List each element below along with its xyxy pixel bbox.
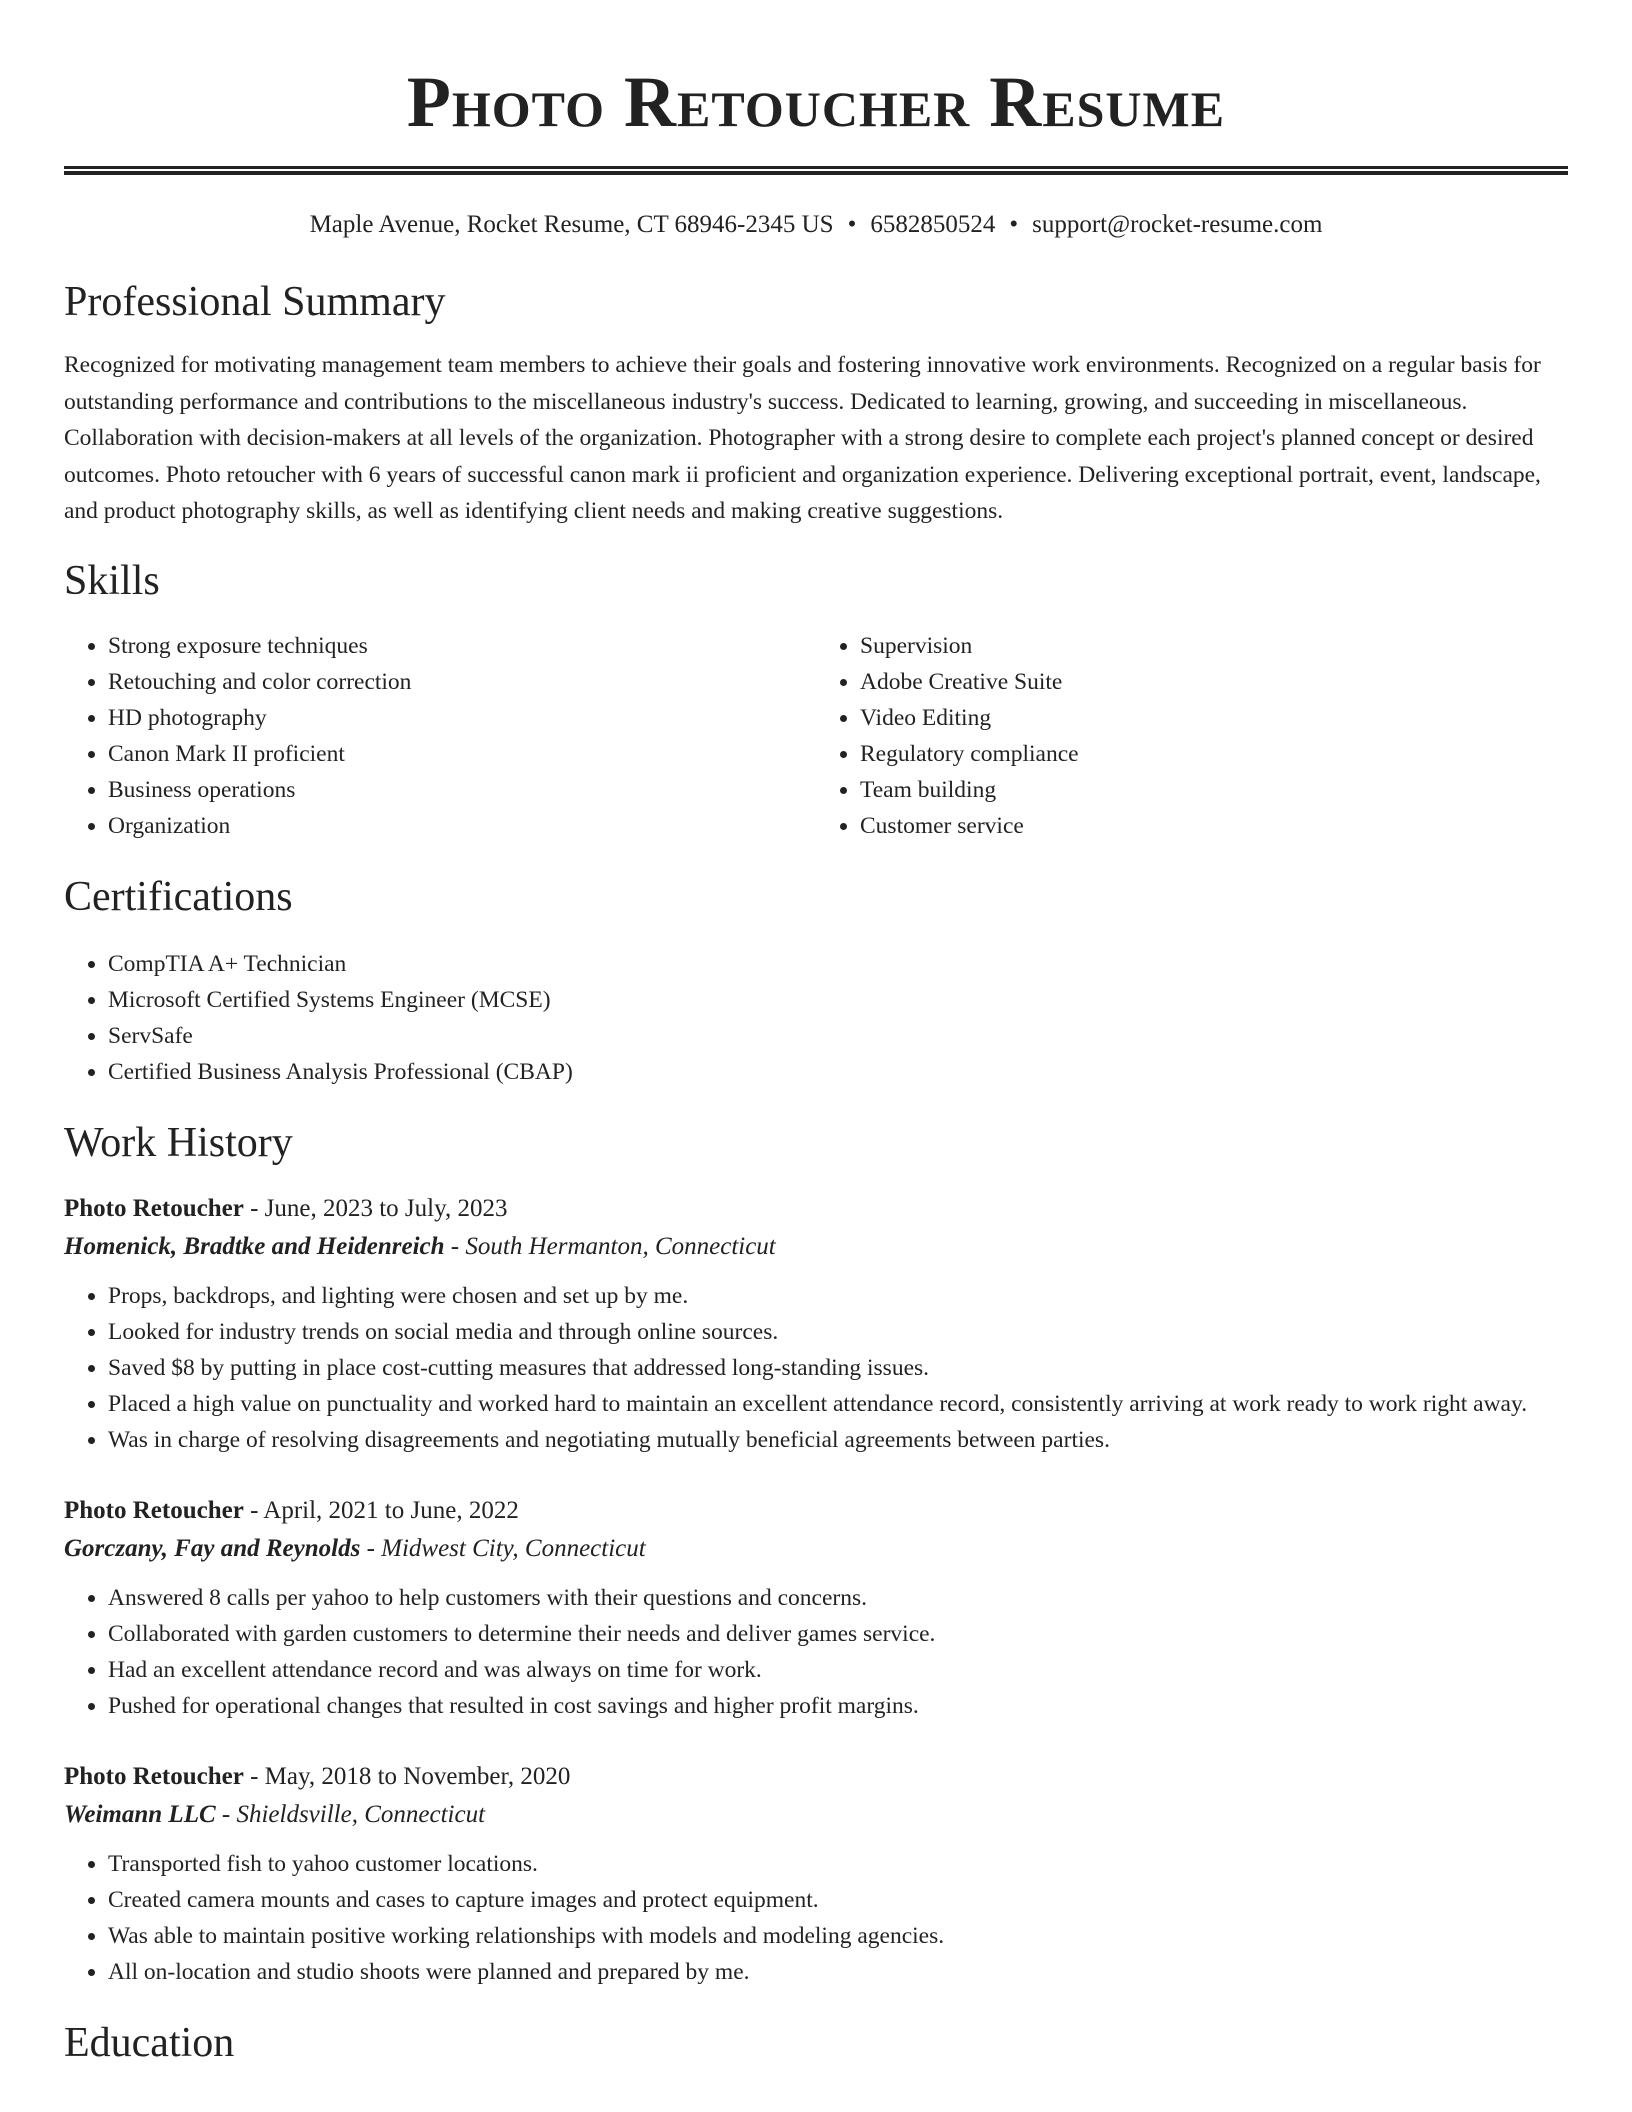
contact-email: support@rocket-resume.com xyxy=(1032,211,1323,238)
job-bullet: • Answered 8 calls per yahoo to help customers with their questions and concerns. xyxy=(108,1580,1568,1616)
skill-item: • Business operations xyxy=(108,772,816,808)
skills-heading: Skills xyxy=(64,557,160,604)
job-entry xyxy=(64,1758,1568,1990)
certifications-list xyxy=(64,946,1568,1090)
job-bullet: • Collaborated with garden customers to determine their needs and deliver games service. xyxy=(108,1616,1568,1652)
skill-item: • Adobe Creative Suite xyxy=(860,664,1568,700)
company-location: - Shieldsville, Connecticut xyxy=(215,1800,486,1828)
summary-section xyxy=(64,277,1568,530)
company-name: Homenick, Bradtke and Heidenreich xyxy=(64,1232,445,1260)
job-dates: - April, 2021 to June, 2022 xyxy=(243,1496,519,1524)
job-title-line xyxy=(64,1492,1568,1530)
job-bullet: • Pushed for operational changes that resulted in cost savings and higher profit margins. xyxy=(108,1688,1568,1724)
skills-columns xyxy=(64,628,1568,844)
skill-item: • Regulatory compliance xyxy=(860,736,1568,772)
resume-title: Photo Retoucher Resume xyxy=(406,62,1226,142)
education-section xyxy=(64,2018,1568,2068)
contact-address: Maple Avenue, Rocket Resume, CT 68946-2345 US xyxy=(309,211,834,238)
job-bullet: • Was in charge of resolving disagreements and negotiating mutually beneficial agreements between parties. xyxy=(108,1422,1568,1458)
job-entry xyxy=(64,1492,1568,1724)
contact-line xyxy=(64,209,1568,241)
job-bullets xyxy=(64,1846,1568,1990)
certifications-heading: Certifications xyxy=(64,873,293,920)
job-bullet: • Created camera mounts and cases to capture images and protect equipment. xyxy=(108,1882,1568,1918)
job-bullet: • Looked for industry trends on social media and through online sources. xyxy=(108,1314,1568,1350)
work-history-section xyxy=(64,1118,1568,1990)
contact-separator: • xyxy=(847,211,857,238)
certification-item: • CompTIA A+ Technician xyxy=(108,946,1568,982)
company-location: - South Hermanton, Connecticut xyxy=(444,1232,776,1260)
work-history-heading: Work History xyxy=(64,1119,293,1166)
job-bullet: • Transported fish to yahoo customer locations. xyxy=(108,1846,1568,1882)
company-name: Weimann LLC xyxy=(64,1800,216,1828)
job-title: Photo Retoucher xyxy=(64,1762,244,1790)
title-divider xyxy=(64,166,1568,175)
skill-item: • Supervision xyxy=(860,628,1568,664)
skill-item: • Video Editing xyxy=(860,700,1568,736)
job-bullet: • Had an excellent attendance record and was always on time for work. xyxy=(108,1652,1568,1688)
skill-item: • HD photography xyxy=(108,700,816,736)
job-bullets xyxy=(64,1580,1568,1724)
certification-item: • ServSafe xyxy=(108,1018,1568,1054)
job-bullet: • Was able to maintain positive working relationships with models and modeling agencies. xyxy=(108,1918,1568,1954)
job-dates: - May, 2018 to November, 2020 xyxy=(243,1762,571,1790)
job-bullet: • Saved $8 by putting in place cost-cutting measures that addressed long-standing issues. xyxy=(108,1350,1568,1386)
company-line xyxy=(64,1228,1568,1266)
company-location: - Midwest City, Connecticut xyxy=(360,1534,646,1562)
job-bullet: • Placed a high value on punctuality and worked hard to maintain an excellent attendance record, consistently arriving at work ready to work right away. xyxy=(108,1386,1568,1422)
resume-page xyxy=(64,0,1568,2068)
company-line xyxy=(64,1530,1568,1568)
job-bullets xyxy=(64,1278,1568,1458)
job-title: Photo Retoucher xyxy=(64,1194,244,1222)
education-heading: Education xyxy=(64,2019,235,2066)
summary-heading: Professional Summary xyxy=(64,279,446,325)
company-name: Gorczany, Fay and Reynolds xyxy=(64,1534,361,1562)
contact-separator: • xyxy=(1009,211,1019,238)
job-bullet: • Props, backdrops, and lighting were chosen and set up by me. xyxy=(108,1278,1568,1314)
certification-item: • Microsoft Certified Systems Engineer (MCSE) xyxy=(108,982,1568,1018)
skill-item: • Organization xyxy=(108,808,816,844)
skill-item: • Canon Mark II proficient xyxy=(108,736,816,772)
summary-text: Recognized for motivating management team members to achieve their goals and fostering innovative work environments. Recognized on a regular basis for outstanding performance and contributions to the miscellaneous industry's success. Dedicated to learning, growing, and succeeding in miscellaneous. Collaboration with decision-makers at all levels of the organization. Photographer with a strong desire to complete each project's planned concept or desired outcomes. Photo retoucher with 6 years of successful canon mark ii proficient and organization experience. Delivering exceptional portrait, event, landscape, and product photography skills, as well as identifying client needs and making creative suggestions. xyxy=(64,352,1541,524)
skill-item: • Customer service xyxy=(860,808,1568,844)
job-bullet: • All on-location and studio shoots were planned and prepared by me. xyxy=(108,1954,1568,1990)
job-title: Photo Retoucher xyxy=(64,1496,244,1524)
contact-phone: 6582850524 xyxy=(870,211,996,238)
job-dates: - June, 2023 to July, 2023 xyxy=(243,1194,508,1222)
job-entry xyxy=(64,1190,1568,1458)
company-line xyxy=(64,1796,1568,1834)
job-title-line xyxy=(64,1758,1568,1796)
skill-item: • Strong exposure techniques xyxy=(108,628,816,664)
skill-item: • Team building xyxy=(860,772,1568,808)
skills-list-left xyxy=(64,628,816,844)
skills-list-right xyxy=(816,628,1568,844)
skills-section xyxy=(64,556,1568,844)
skill-item: • Retouching and color correction xyxy=(108,664,816,700)
certifications-section xyxy=(64,872,1568,1090)
job-title-line xyxy=(64,1190,1568,1228)
certification-item: • Certified Business Analysis Professional (CBAP) xyxy=(108,1054,1568,1090)
